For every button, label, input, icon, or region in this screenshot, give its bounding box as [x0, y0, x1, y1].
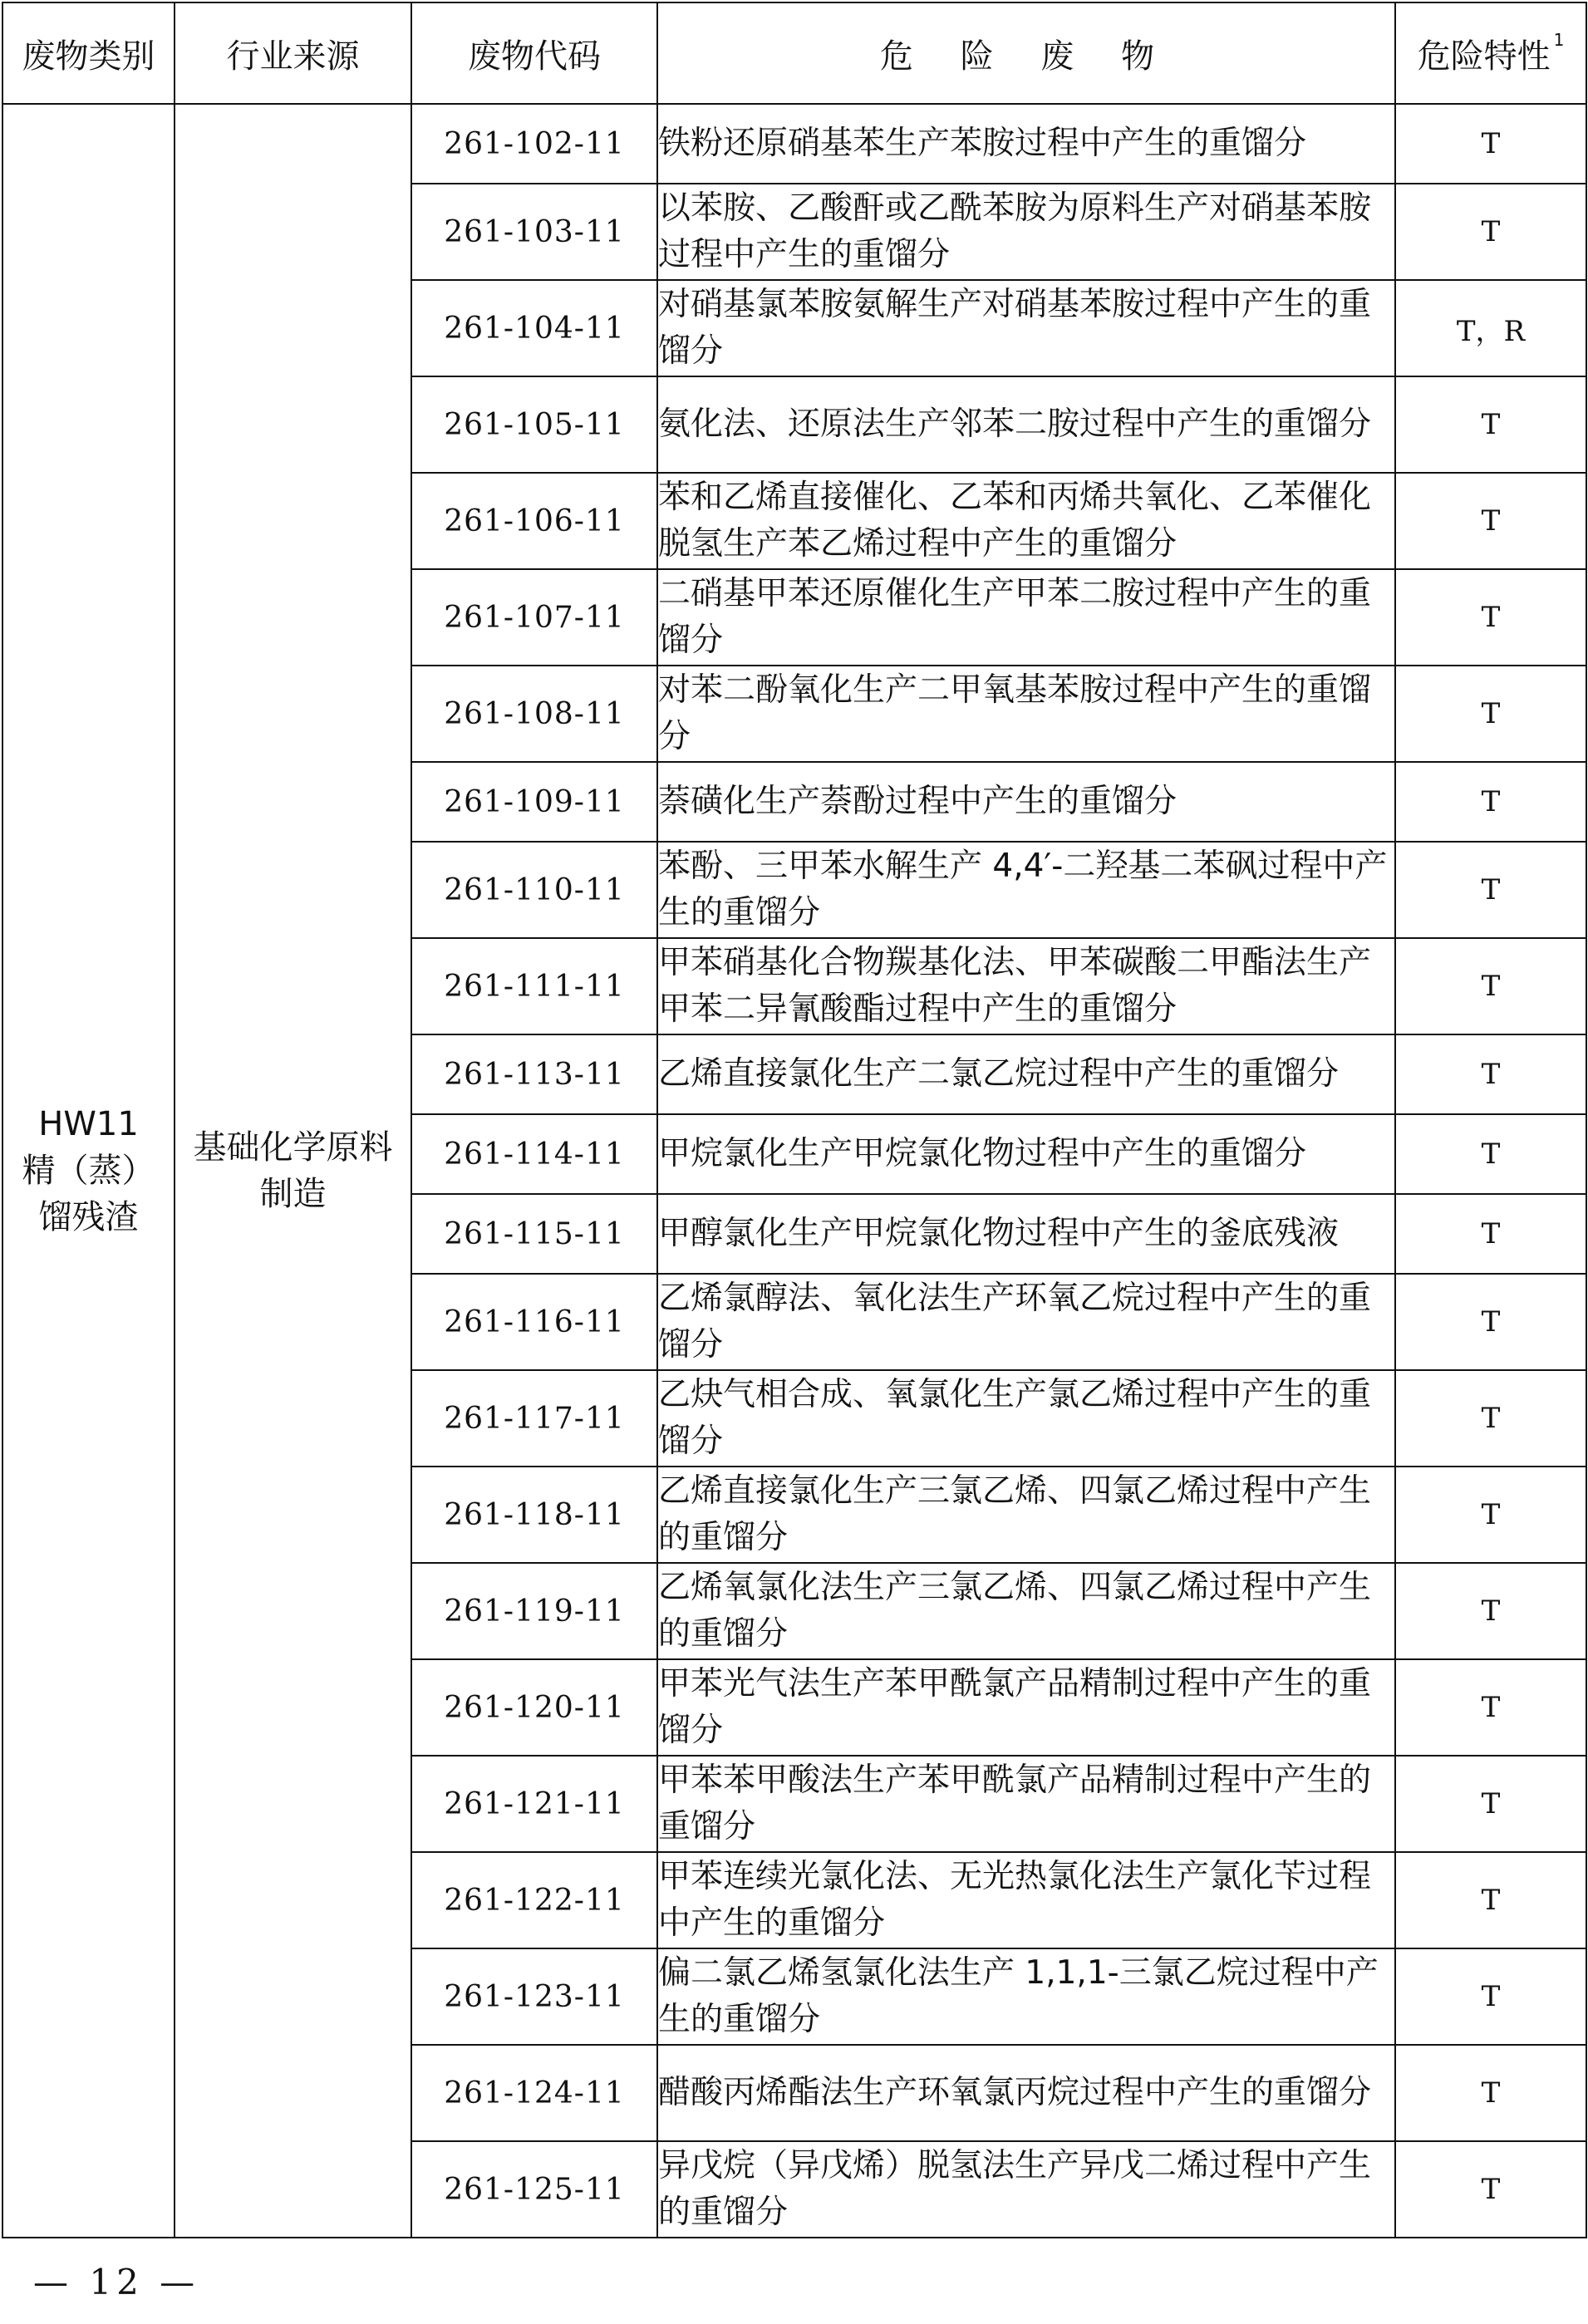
waste-description-cell: 对苯二酚氧化生产二甲氧基苯胺过程中产生的重馏分	[657, 666, 1395, 762]
waste-code-cell: 261-116-11	[411, 1274, 657, 1370]
waste-description-cell: 甲苯硝基化合物羰基化法、甲苯碳酸二甲酯法生产甲苯二异氰酸酯过程中产生的重馏分	[657, 938, 1395, 1034]
hazard-property-cell: T	[1395, 1659, 1586, 1756]
waste-description-cell: 甲苯连续光氯化法、无光热氯化法生产氯化苄过程中产生的重馏分	[657, 1852, 1395, 1948]
hazard-property-cell: T	[1395, 1194, 1586, 1274]
hazard-property-cell: T	[1395, 1852, 1586, 1948]
table-header-row	[2, 2, 1586, 104]
hazard-property-cell: T	[1395, 1034, 1586, 1114]
waste-description-cell: 甲烷氯化生产甲烷氯化物过程中产生的重馏分	[657, 1114, 1395, 1194]
waste-description-cell: 乙烯直接氯化生产二氯乙烷过程中产生的重馏分	[657, 1034, 1395, 1114]
waste-code-cell: 261-102-11	[411, 104, 657, 184]
hazard-property-cell: T	[1395, 1467, 1586, 1563]
waste-description-cell: 萘磺化生产萘酚过程中产生的重馏分	[657, 762, 1395, 842]
header-property-label: 危险特性	[1417, 37, 1551, 76]
waste-description-cell: 以苯胺、乙酸酐或乙酰苯胺为原料生产对硝基苯胺过程中产生的重馏分	[657, 184, 1395, 280]
waste-code-cell: 261-113-11	[411, 1034, 657, 1114]
waste-code-cell: 261-125-11	[411, 2141, 657, 2238]
waste-code-cell: 261-114-11	[411, 1114, 657, 1194]
waste-description-cell: 甲苯光气法生产苯甲酰氯产品精制过程中产生的重馏分	[657, 1659, 1395, 1756]
waste-description-cell: 对硝基氯苯胺氨解生产对硝基苯胺过程中产生的重馏分	[657, 280, 1395, 376]
hazard-property-cell: T	[1395, 184, 1586, 280]
hazard-property-cell: T，R	[1395, 280, 1586, 376]
waste-description-cell: 乙烯直接氯化生产三氯乙烯、四氯乙烯过程中产生的重馏分	[657, 1467, 1395, 1563]
waste-code-cell: 261-105-11	[411, 376, 657, 473]
waste-code-cell: 261-120-11	[411, 1659, 657, 1756]
waste-code-cell: 261-108-11	[411, 666, 657, 762]
industry-source-line: 基础化学原料	[193, 1128, 393, 1167]
hazard-property-cell: T	[1395, 1370, 1586, 1467]
waste-code-cell: 261-123-11	[411, 1948, 657, 2045]
waste-description-cell: 乙炔气相合成、氧氯化生产氯乙烯过程中产生的重馏分	[657, 1370, 1395, 1467]
hazardous-waste-table	[2, 2, 1587, 2238]
waste-code-cell: 261-117-11	[411, 1370, 657, 1467]
hazard-property-cell: T	[1395, 1563, 1586, 1659]
footnote-marker: 1	[1553, 29, 1565, 50]
industry-source-line: 制造	[259, 1175, 327, 1213]
waste-description-cell: 铁粉还原硝基苯生产苯胺过程中产生的重馏分	[657, 104, 1395, 184]
waste-code-cell: 261-109-11	[411, 762, 657, 842]
waste-code-cell: 261-118-11	[411, 1467, 657, 1563]
waste-code-cell: 261-121-11	[411, 1756, 657, 1852]
waste-category-cell	[2, 104, 175, 2238]
hazard-property-cell: T	[1395, 1274, 1586, 1370]
hazard-property-cell: T	[1395, 473, 1586, 569]
waste-code-cell: 261-124-11	[411, 2045, 657, 2141]
waste-description-cell: 醋酸丙烯酯法生产环氧氯丙烷过程中产生的重馏分	[657, 2045, 1395, 2141]
waste-description-cell: 异戊烷（异戊烯）脱氢法生产异戊二烯过程中产生的重馏分	[657, 2141, 1395, 2238]
header-industry: 行业来源	[175, 2, 411, 104]
waste-description-cell: 甲醇氯化生产甲烷氯化物过程中产生的釜底残液	[657, 1194, 1395, 1274]
hazard-property-cell: T	[1395, 376, 1586, 473]
waste-description-cell: 苯酚、三甲苯水解生产 4,4′-二羟基二苯砜过程中产生的重馏分	[657, 842, 1395, 938]
waste-category-line: HW11	[38, 1105, 139, 1143]
hazard-property-cell: T	[1395, 2045, 1586, 2141]
waste-description-cell: 乙烯氧氯化法生产三氯乙烯、四氯乙烯过程中产生的重馏分	[657, 1563, 1395, 1659]
header-code: 废物代码	[411, 2, 657, 104]
waste-description-cell: 氨化法、还原法生产邻苯二胺过程中产生的重馏分	[657, 376, 1395, 473]
hazard-property-cell: T	[1395, 666, 1586, 762]
waste-category-line: 精（蒸）	[22, 1152, 155, 1190]
waste-code-cell: 261-106-11	[411, 473, 657, 569]
table-body	[2, 104, 1586, 2238]
hazard-property-cell: T	[1395, 938, 1586, 1034]
hazard-property-cell: T	[1395, 104, 1586, 184]
waste-category-line: 馏残渣	[38, 1198, 139, 1236]
header-waste: 危 险 废 物	[657, 2, 1395, 104]
industry-source-cell	[175, 104, 411, 2238]
waste-description-cell: 甲苯苯甲酸法生产苯甲酰氯产品精制过程中产生的重馏分	[657, 1756, 1395, 1852]
hazard-property-cell: T	[1395, 1948, 1586, 2045]
header-category: 废物类别	[2, 2, 175, 104]
waste-description-cell: 苯和乙烯直接催化、乙苯和丙烯共氧化、乙苯催化脱氢生产苯乙烯过程中产生的重馏分	[657, 473, 1395, 569]
hazard-property-cell: T	[1395, 1114, 1586, 1194]
waste-code-cell: 261-111-11	[411, 938, 657, 1034]
waste-code-cell: 261-110-11	[411, 842, 657, 938]
waste-code-cell: 261-107-11	[411, 569, 657, 666]
waste-code-cell: 261-103-11	[411, 184, 657, 280]
hazard-property-cell: T	[1395, 1756, 1586, 1852]
hazard-property-cell: T	[1395, 762, 1586, 842]
hazard-property-cell: T	[1395, 842, 1586, 938]
waste-description-cell: 偏二氯乙烯氢氯化法生产 1,1,1-三氯乙烷过程中产生的重馏分	[657, 1948, 1395, 2045]
header-property	[1395, 2, 1586, 104]
page-number: — 12 —	[33, 2262, 200, 2302]
waste-code-cell: 261-122-11	[411, 1852, 657, 1948]
hazard-property-cell: T	[1395, 2141, 1586, 2238]
waste-code-cell: 261-115-11	[411, 1194, 657, 1274]
table-row	[2, 104, 1586, 184]
waste-description-cell: 乙烯氯醇法、氧化法生产环氧乙烷过程中产生的重馏分	[657, 1274, 1395, 1370]
waste-code-cell: 261-119-11	[411, 1563, 657, 1659]
waste-code-cell: 261-104-11	[411, 280, 657, 376]
hazard-property-cell: T	[1395, 569, 1586, 666]
waste-description-cell: 二硝基甲苯还原催化生产甲苯二胺过程中产生的重馏分	[657, 569, 1395, 666]
